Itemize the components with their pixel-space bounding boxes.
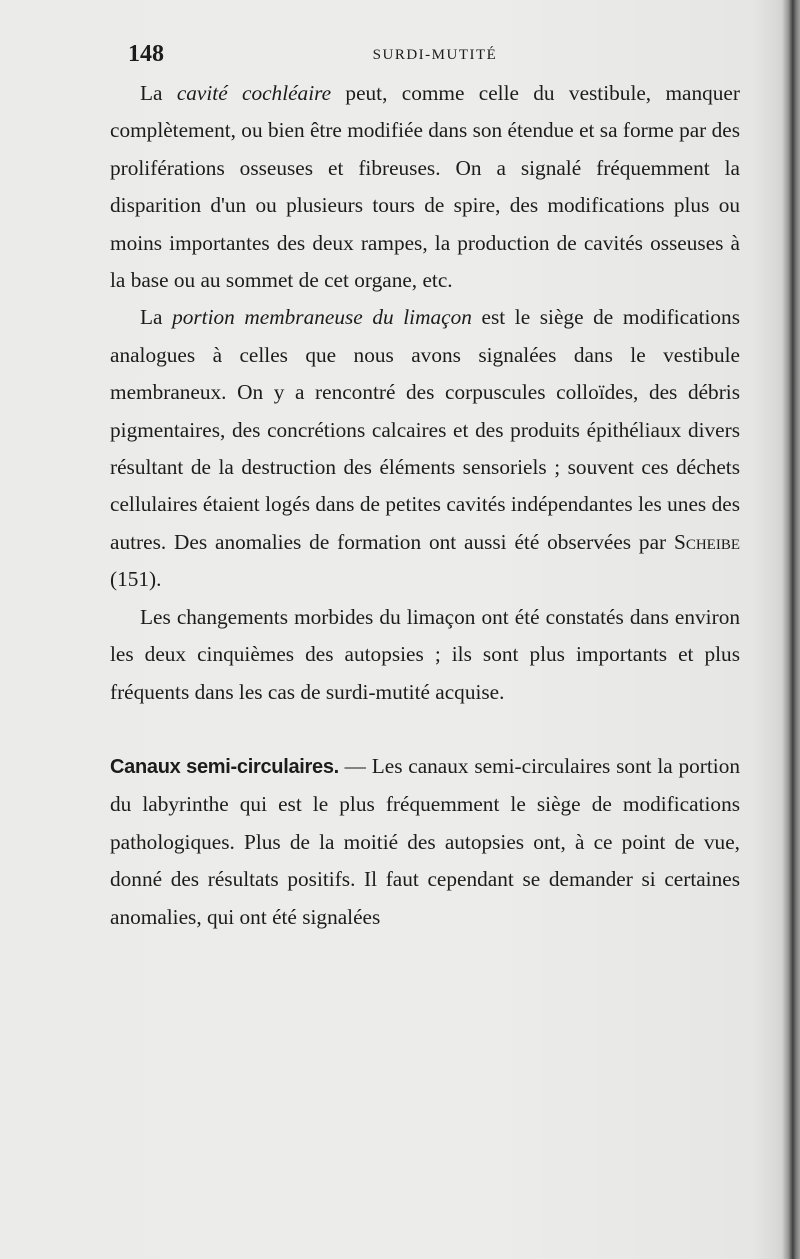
running-title: SURDI-MUTITÉ [372, 47, 498, 63]
paragraph-text: peut, comme celle du vestibule, manquer complètement, ou bien être modifiée dans son étendue et sa forme par des proliférations osseuses et fibreuses. On a signalé fréquemment la disparition d'un ou plusieurs tours de spire, des modifications plus ou moins importantes des deux rampes, la production de cavités osseuses à la base ou au sommet de cet organe, etc. [110, 81, 740, 293]
paragraph-portion-membraneuse [110, 299, 740, 598]
page-binding-edge [782, 0, 800, 1259]
page-number: 148 [128, 41, 164, 67]
paragraph-cavite-cochleaire [110, 75, 740, 299]
paragraph-text: Les changements morbides du limaçon ont été constatés dans environ les deux cinquièmes des autopsies ; ils sont plus importants et plus fréquents dans les cas de surdi-mutité acquise. [110, 604, 740, 704]
paragraph-canaux-semi-circulaires [110, 748, 740, 936]
emphasized-term: portion membraneuse du limaçon [172, 305, 472, 330]
section-heading: Canaux semi-circulaires. [110, 755, 339, 778]
author-name: Scheibe [673, 529, 740, 554]
paragraph-changements-morbides [110, 599, 740, 711]
citation-reference: (151). [110, 567, 162, 592]
paragraph-text: La [140, 81, 177, 105]
emphasized-term: cavité cochléaire [176, 81, 332, 105]
body-text [110, 75, 740, 936]
paragraph-text: est le siège de modifications analogues à celles que nous avons signalées dans le vestibule membraneux. On y a rencontré des corpuscules colloïdes, des débris pigmentaires, des concrétions calcaires et des produits épithéliaux divers résultant de la destruction des éléments sensoriels ; souvent ces déchets cellulaires étaient logés dans de petites cavités indépendantes les unes des autres. Des anomalies de formation ont aussi été observées par [110, 305, 740, 554]
page-header [128, 41, 742, 71]
paragraph-text: La [140, 305, 173, 330]
paragraph-text: — Les canaux semi-circulaires sont la portion du labyrinthe qui est le plus fréquemment le siège de modifications pathologiques. Plus de la moitié des autopsies ont, à ce point de vue, donné des résultats positifs. Il faut cependant se demander si certaines anomalies, qui ont été signalées [110, 753, 740, 929]
